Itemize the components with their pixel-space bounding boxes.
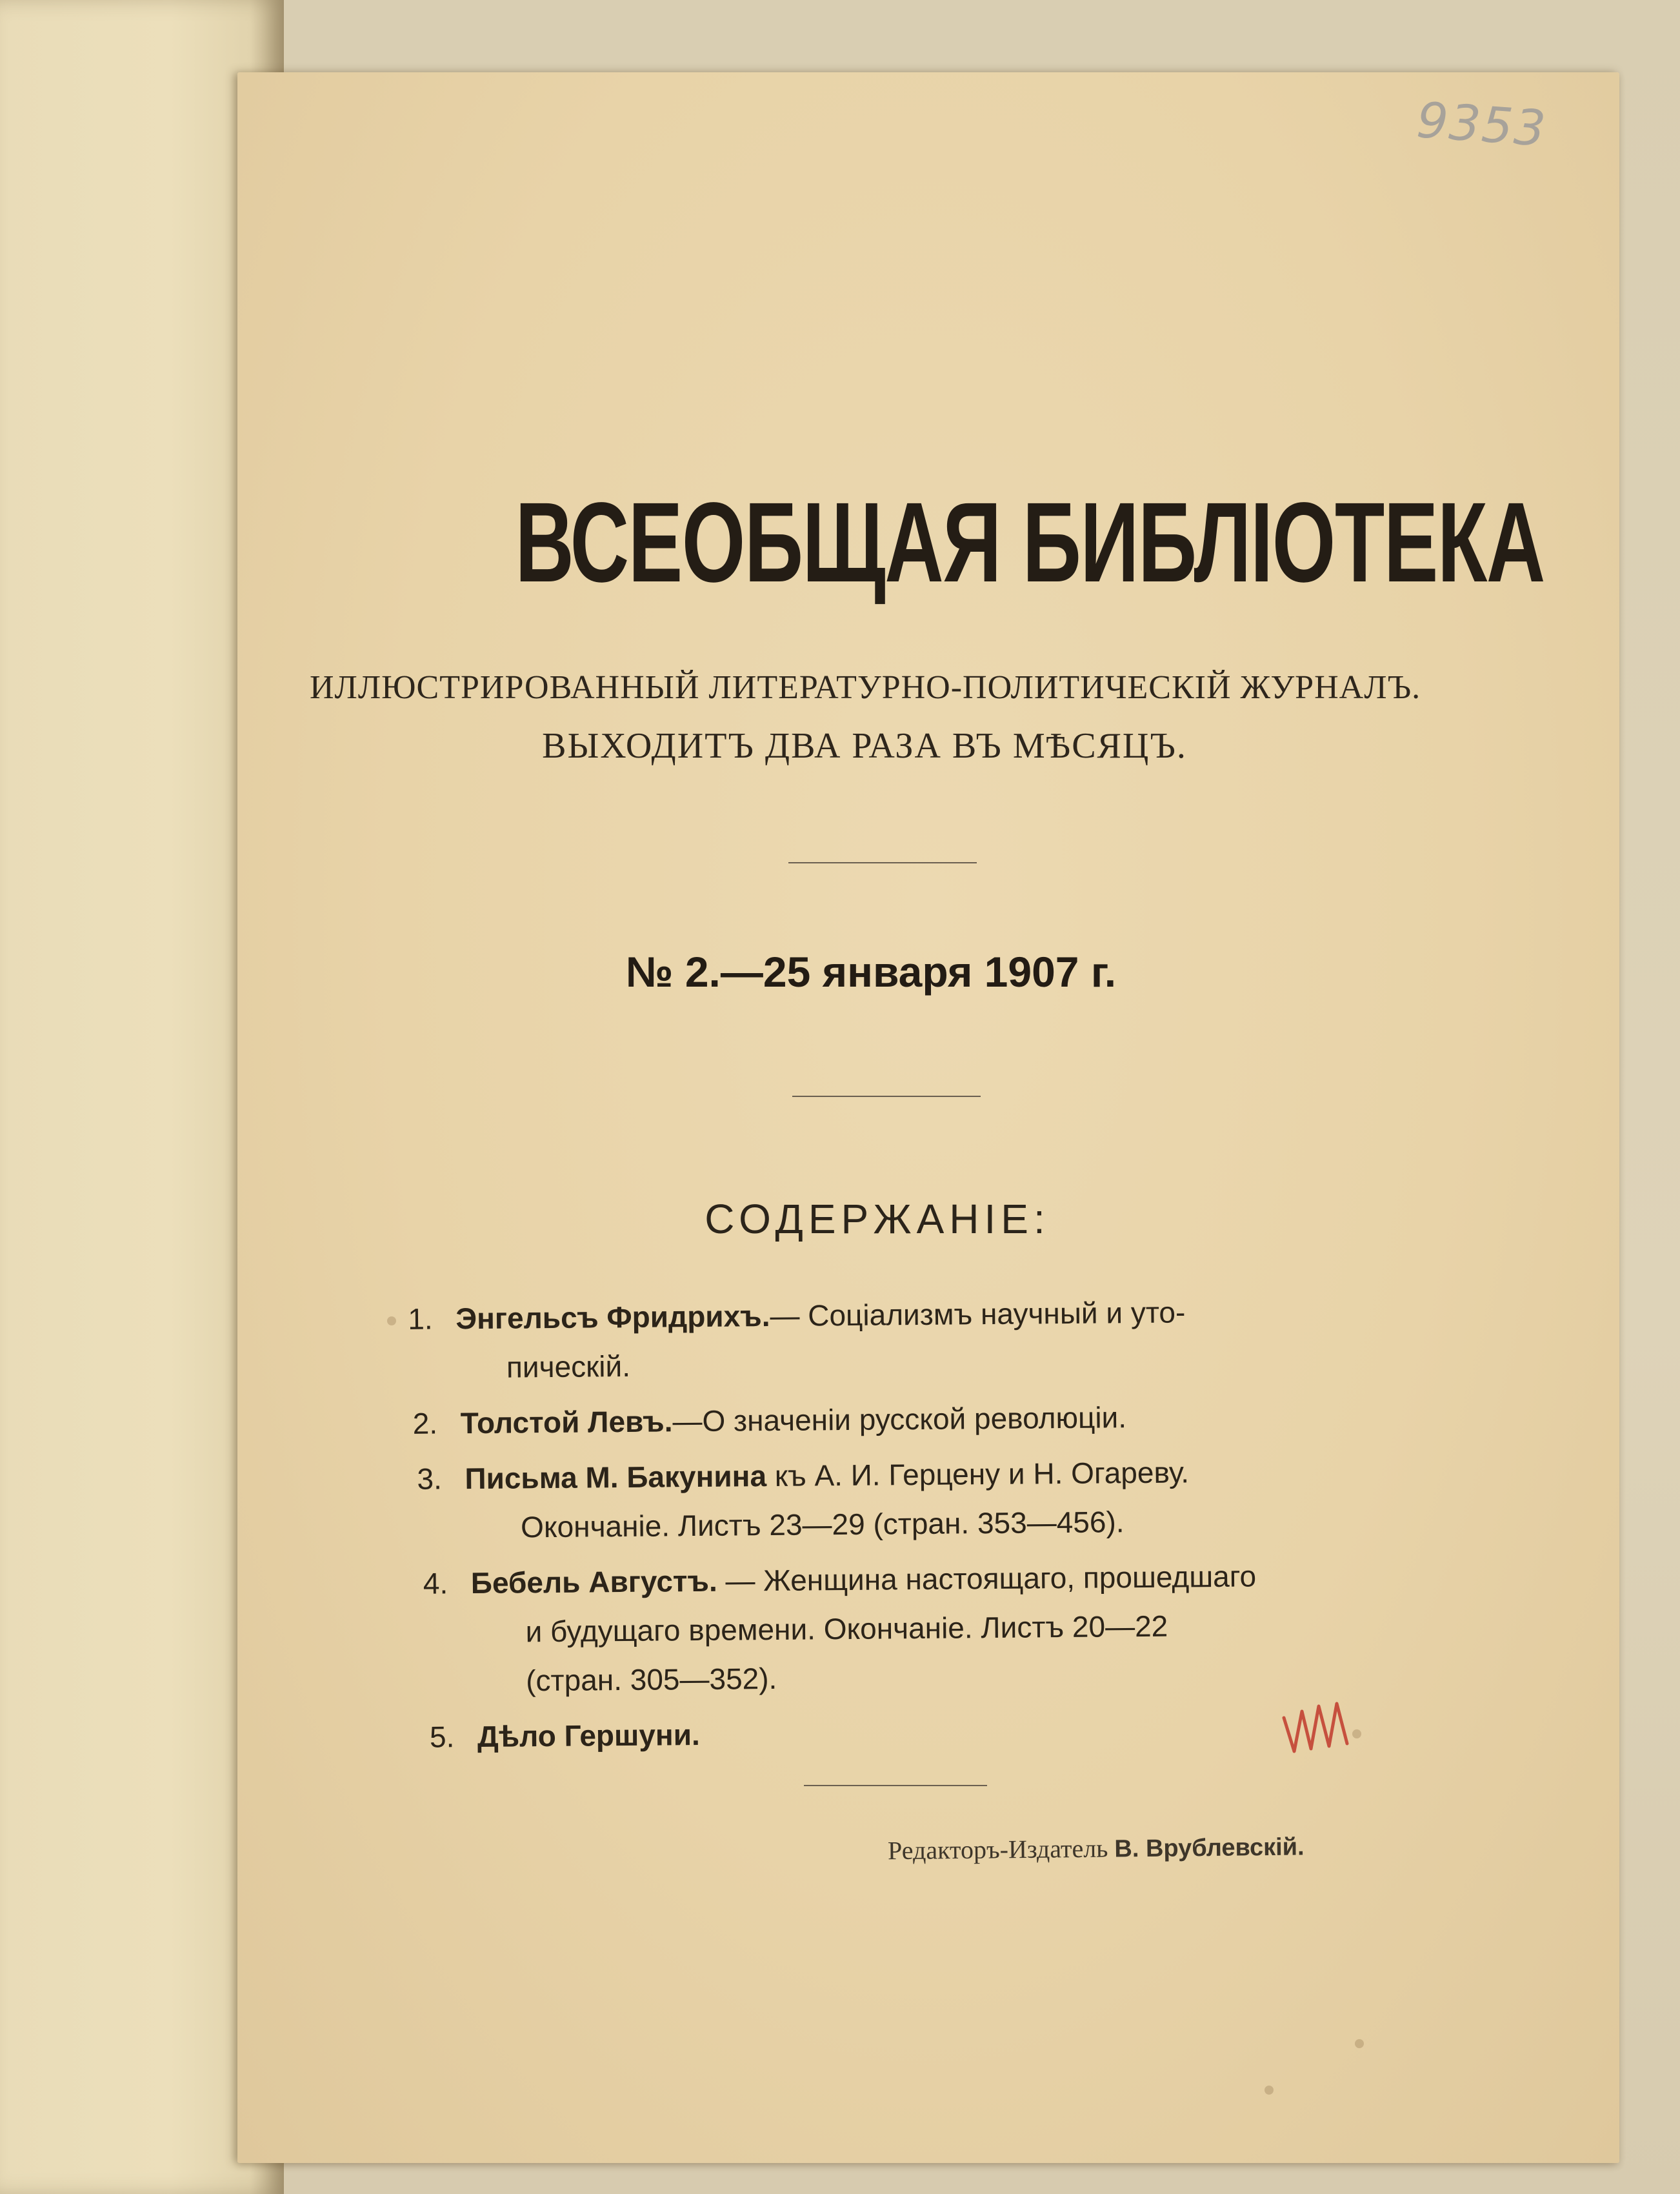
contents-heading: СОДЕРЖАНІЕ: <box>705 1196 1050 1242</box>
journal-subtitle: ИЛЛЮСТРИРОВАННЫЙ ЛИТЕРАТУРНО-ПОЛИТИЧЕСКІЙ ЖУРНАЛЪ. <box>310 669 1421 706</box>
toc-entry <box>400 1285 1407 1393</box>
paper-spot <box>1355 2039 1364 2048</box>
toc-entry-text: (стран. 305—352). <box>526 1661 777 1698</box>
toc-entry <box>405 1390 1408 1448</box>
toc-entry-number: 2. <box>412 1406 438 1440</box>
toc-entry-author: Энгельсъ Фридрихъ. <box>455 1298 770 1336</box>
issue-number-date: № 2.—25 января 1907 г. <box>625 948 1117 996</box>
toc-entry-author: Дѣло Гершуни. <box>477 1717 700 1753</box>
editor-name: В. Врублевскій. <box>1114 1833 1305 1863</box>
toc-entry <box>415 1550 1410 1706</box>
toc-entry-text: — Соціализмъ научный и уто- <box>770 1295 1186 1333</box>
journal-title: ВСЕОБЩАЯ БИБЛІОТЕКА <box>515 479 1545 606</box>
red-pencil-mark <box>1280 1692 1351 1756</box>
toc-entry <box>409 1445 1408 1553</box>
divider-rule <box>792 1096 981 1097</box>
editor-label: Редакторъ-Издатель <box>887 1833 1108 1866</box>
toc-entry-text: и будущаго времени. Окончаніе. Листъ 20—22 <box>525 1609 1168 1649</box>
toc-entry-author: Письма М. Бакунина <box>465 1459 767 1496</box>
toc-entry-text: пическій. <box>506 1349 631 1384</box>
toc-entry-text: —О значеніи русской революціи. <box>672 1400 1127 1438</box>
toc-entry-number: 1. <box>408 1302 433 1336</box>
toc-entry <box>422 1704 1411 1761</box>
editor-publisher-line <box>888 1830 1404 1866</box>
publication-frequency: ВЫХОДИТЪ ДВА РАЗА ВЪ МѢСЯЦЪ. <box>542 726 1187 766</box>
toc-entry-text: къ А. И. Герцену и Н. Огареву. <box>766 1455 1190 1493</box>
toc-entry-number: 4. <box>423 1566 448 1600</box>
paper-spot <box>387 1316 396 1325</box>
toc-entry-text: — Женщина настоящаго, прошедшаго <box>717 1559 1257 1598</box>
toc-entry-author: Толстой Левъ. <box>460 1404 673 1440</box>
handwritten-accession-number: 9353 <box>1415 91 1549 157</box>
toc-entry-number: 5. <box>429 1720 455 1754</box>
toc-entry-author: Бебель Августъ. <box>470 1564 717 1600</box>
table-of-contents <box>400 1285 1410 1768</box>
paper-spot <box>1265 2086 1274 2095</box>
toc-entry-text: Окончаніе. Листъ 23—29 (стран. 353—456). <box>520 1505 1125 1544</box>
divider-rule <box>788 862 977 863</box>
divider-rule <box>804 1785 987 1786</box>
toc-entry-number: 3. <box>417 1462 443 1496</box>
